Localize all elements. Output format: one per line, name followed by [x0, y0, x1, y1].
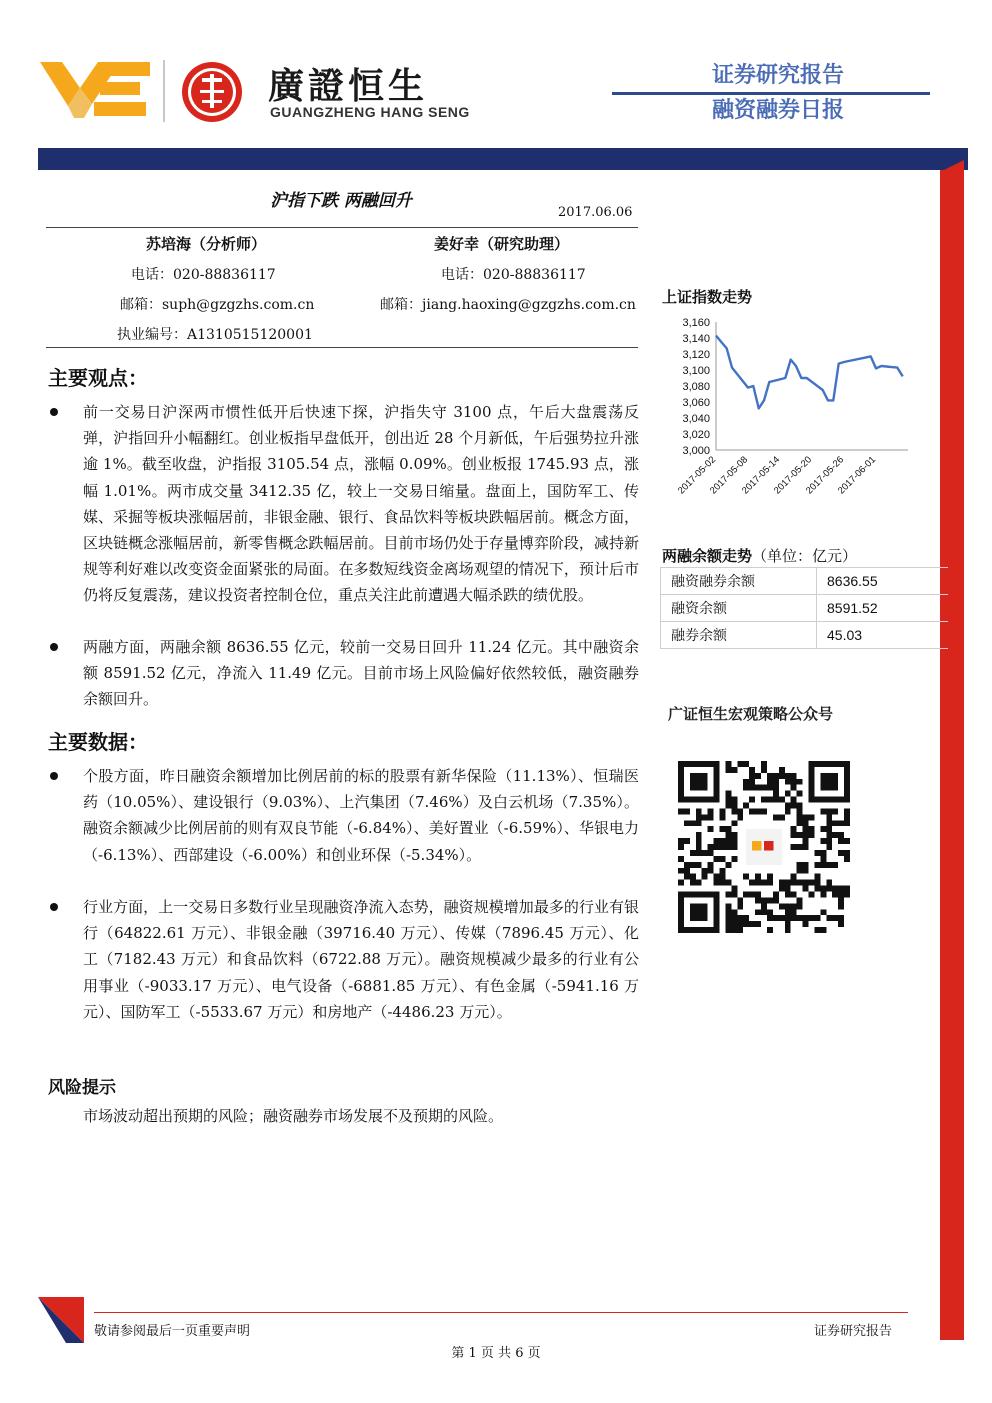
y-tick-label: 3,020: [682, 429, 710, 441]
chart-title: 上证指数走势: [662, 288, 753, 306]
main-data-title: 主要数据：: [48, 730, 148, 754]
bullet-icon: [50, 408, 58, 416]
x-tick-label: 2017-05-26: [803, 454, 847, 497]
table-cell-value: 8636.55: [817, 568, 949, 595]
y-tick-label: 3,140: [682, 333, 710, 345]
y-tick-label: 3,080: [682, 381, 710, 393]
author-phone: 电话：020-88836117: [131, 267, 276, 283]
author-name: 苏培海（分析师）: [146, 235, 267, 253]
title-rule: [46, 227, 638, 228]
risk-text: 市场波动超出预期的风险；融资融券市场发展不及预期的风险。: [83, 1107, 504, 1125]
y-tick-label: 3,120: [682, 349, 710, 361]
report-type: 证券研究报告: [711, 63, 844, 88]
y-tick-label: 3,000: [682, 445, 710, 457]
author-license: 执业编号：A1310515120001: [117, 327, 313, 343]
sse-index-chart: [660, 310, 930, 510]
qr-title: 广证恒生宏观策略公众号: [668, 705, 834, 723]
report-date: 2017.06.06: [558, 205, 633, 220]
main-data-paragraph: 行业方面，上一交易日多数行业呈现融资净流入态势，融资规模增加最多的行业有银行（64822.61 万元）、非银金融（39716.40 万元）、传媒（7896.45 万元）、化工（7182.43 万元）和食品饮料（6722.88 万元）。融资规模减少最多的行业有公用事业（-9033.17 万元）、电气设备（-6881.85 万元）、有色金属（-5941.16 万元）、国防军工（-5533.67 万元）和房地产（-4486.23 万元）。: [83, 898, 639, 1021]
x-tick-label: 2017-05-08: [707, 454, 751, 497]
logo-separator: [163, 60, 165, 122]
table-row: [661, 622, 949, 649]
footer-report-type: 证券研究报告: [814, 1324, 893, 1339]
bullet-icon: [50, 903, 58, 911]
author-name: 姜好幸（研究助理）: [434, 235, 570, 253]
author-email[interactable]: 邮箱：jiang.haoxing@gzgzhs.com.cn: [380, 297, 636, 313]
table-row: [661, 595, 949, 622]
brand-name-cn: 廣證恒生: [268, 66, 429, 107]
x-tick-label: 2017-05-02: [675, 454, 719, 497]
page-number: 第 1 页 共 6 页: [451, 1346, 541, 1361]
x-tick-label: 2017-06-01: [835, 454, 879, 497]
main-point-paragraph: 前一交易日沪深两市惯性低开后快速下探，沪指失守 3100 点，午后大盘震荡反弹，沪指回升小幅翻红。创业板指早盘低开，创出近 28 个月新低，午后强势拉升涨逾 1%。截至收盘，沪指报 3105.54 点，涨幅 0.09%。创业板报 1745.93 点，涨幅 1.01%。两市成交量 3412.35 亿，较上一交易日缩量。盘面上，国防军工、传媒、采掘等板块涨幅居前，非银金融、银行、食品饮料等板块跌幅居前。概念方面，区块链概念涨幅居前，新零售概念跌幅居前。目前市场仍处于存量博弈阶段，减持新规等利好难以改变资金面紧张的局面。在多数短线资金离场观望的情况下，预计后市仍将反复震荡，建议投资者控制仓位，重点关注此前遭遇大幅杀跌的绩优股。: [83, 403, 639, 605]
margin-table-title: [662, 545, 857, 566]
table-cell-value: 8591.52: [817, 595, 949, 622]
table-cell-value: 45.03: [817, 622, 949, 649]
x-tick-label: 2017-05-20: [771, 454, 815, 497]
y-tick-label: 3,040: [682, 413, 710, 425]
y-tick-label: 3,060: [682, 397, 710, 409]
seal-logo-icon: [180, 60, 244, 124]
risk-title: 风险提示: [48, 1078, 116, 1098]
header-band: [38, 148, 968, 170]
y-tick-label: 3,160: [682, 317, 710, 329]
main-point-paragraph: 两融方面，两融余额 8636.55 亿元，较前一交易日回升 11.24 亿元。其中融资余额 8591.52 亿元，净流入 11.49 亿元。目前市场上风险偏好依然较低，融资融券余额回升。: [83, 638, 639, 709]
margin-balance-table: [660, 567, 948, 649]
bullet-icon: [50, 643, 58, 651]
y-tick-label: 3,100: [682, 365, 710, 377]
series-line: [716, 336, 903, 409]
report-header: [612, 62, 930, 125]
bullet-icon: [50, 772, 58, 780]
margin-unit: （单位：亿元）: [752, 547, 858, 565]
main-data-paragraph: 个股方面，昨日融资余额增加比例居前的标的股票有新华保险（11.13%）、恒瑞医药（10.05%）、建设银行（9.03%）、上汽集团（7.46%）及白云机场（7.35%）。融资余额减少比例居前的则有双良节能（-6.84%）、美好置业（-6.59%）、华银电力（-6.13%）、西部建设（-6.00%）和创业环保（-5.34%）。: [83, 767, 639, 864]
brand-name-en: GUANGZHENG HANG SENG: [270, 104, 470, 120]
qr-code-icon[interactable]: [678, 760, 850, 934]
author-email[interactable]: 邮箱：suph@gzgzhs.com.cn: [120, 297, 315, 313]
author-rule: [46, 347, 638, 348]
table-cell-label: 融资余额: [661, 595, 817, 622]
x-tick-label: 2017-05-14: [739, 454, 783, 497]
margin-title-text: 两融余额走势: [662, 547, 753, 565]
side-red-bar: [940, 170, 964, 1340]
header-rule: [612, 92, 930, 95]
table-row: [661, 568, 949, 595]
report-title: 沪指下跌 两融回升: [270, 191, 412, 211]
footer-rule: [94, 1312, 908, 1313]
table-cell-label: 融资融券余额: [661, 568, 817, 595]
footer-corner-icon: [38, 1297, 84, 1343]
main-points-title: 主要观点：: [48, 366, 148, 390]
table-cell-label: 融券余额: [661, 622, 817, 649]
report-series: 融资融券日报: [711, 98, 844, 123]
ye-logo-icon: [40, 58, 152, 122]
author-phone: 电话：020-88836117: [441, 267, 586, 283]
footer-notice[interactable]: 敬请参阅最后一页重要声明: [94, 1324, 251, 1339]
